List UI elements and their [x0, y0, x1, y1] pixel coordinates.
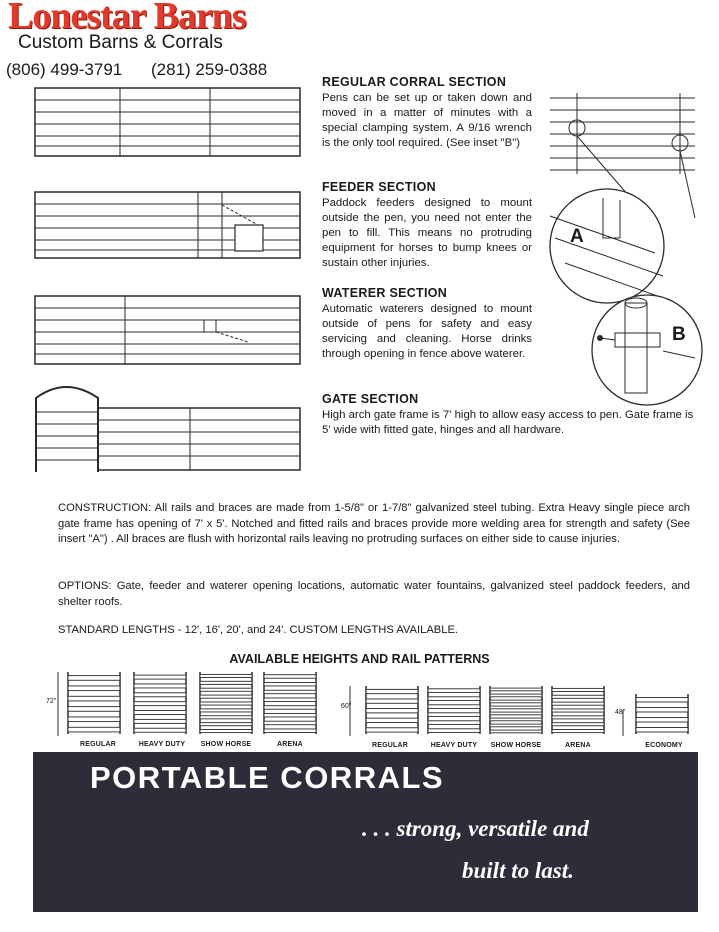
rail-panel-1 [68, 672, 120, 734]
pattern-label-heavy-duty: HEAVY DUTY [138, 741, 186, 748]
phone-number-2: (281) 259-0388 [151, 60, 268, 79]
feeder-section-drawing [35, 192, 300, 258]
gate-section-drawing [36, 387, 300, 472]
brand-logo: Lonestar Barns [8, 0, 246, 37]
rail-panel-2 [134, 672, 186, 734]
rail-panel-8 [552, 686, 604, 734]
waterer-section-drawing [35, 296, 300, 364]
dim-72: 72" [46, 698, 57, 705]
inset-b-drawing [592, 295, 702, 405]
construction-paragraph: CONSTRUCTION: All rails and braces are made from 1-5/8" or 1-7/8" galvanized steel tubing. Extra Heavy single piece arch gate frame has opening of 7' x 5'. Notched and fitted rails and braces provide more welding area for strength and safety (See insert "A") . All braces are flush with horizontal rails leaving no protruding surfaces on either side to cause injuries. [58, 502, 690, 545]
pattern-label-show-horse: SHOW HORSE [200, 741, 252, 748]
standard-lengths: STANDARD LENGTHS - 12', 16', 20', and 24'. CUSTOM LENGTHS AVAILABLE. [58, 624, 459, 636]
gate-section-title: GATE SECTION [322, 392, 419, 406]
waterer-section-title: WATERER SECTION [322, 286, 448, 300]
dim-60: 60" [341, 703, 352, 710]
regular-section-title: REGULAR CORRAL SECTION [322, 75, 507, 89]
pattern-label-arena-60: ARENA [565, 742, 591, 749]
inset-a-drawing [550, 189, 664, 303]
options-paragraph: OPTIONS: Gate, feeder and waterer opening locations, automatic water fountains, galvanized steel paddock feeders, and shelter roofs. [58, 580, 690, 608]
rail-panel-4 [264, 672, 316, 734]
slogan-line-2: built to last. [462, 858, 574, 883]
slogan-line-1: . . . strong, versatile and [362, 816, 589, 841]
pattern-label-show-horse-60: SHOW HORSE [490, 742, 542, 749]
rail-panel-3 [200, 672, 252, 734]
section-illustrations [30, 80, 305, 480]
regular-section-drawing [35, 88, 300, 156]
heights-title: AVAILABLE HEIGHTS AND RAIL PATTERNS [229, 652, 490, 666]
pattern-label-economy: ECONOMY [645, 742, 683, 749]
feeder-section-title: FEEDER SECTION [322, 180, 436, 194]
regular-section-body: Pens can be set up or taken down and moved in a matter of minutes with a special clamping system. A 9/16 wrench is the only tool required. (See inset "B") [322, 92, 532, 149]
waterer-section-body: Automatic waterers designed to mount outside of pens for safety and easy servicing and cleaning. Horse drinks through opening in fence above waterer. [322, 303, 532, 360]
gate-section-body: High arch gate frame is 7' high to allow easy access to pen. Gate frame is 5' wide with fitted gate, hinges and all hardware. [322, 409, 694, 436]
rail-panel-9 [636, 694, 688, 734]
inset-b-label: B [672, 324, 686, 345]
inset-a-label: A [570, 226, 584, 247]
dim-48: 48" [615, 709, 626, 716]
tagline: Custom Barns & Corrals [18, 32, 223, 53]
rail-panel-5 [366, 686, 418, 734]
pattern-label-regular: REGULAR [79, 741, 116, 748]
inset-details [545, 88, 705, 408]
pattern-label-arena: ARENA [277, 741, 303, 748]
pattern-label-heavy-duty-60: HEAVY DUTY [430, 742, 478, 749]
phone-number-1: (806) 499-3791 [6, 60, 123, 79]
feeder-section-body: Paddock feeders designed to mount outside the pen, you need not enter the pen to fill. This means no protruding equipment for horses to bump knees or sustain other injuries. [322, 197, 532, 269]
rail-panel-6 [428, 686, 480, 734]
pattern-label-regular-60: REGULAR [371, 742, 408, 749]
banner-title: PORTABLE CORRALS [90, 760, 445, 795]
rail-pattern-diagrams [40, 664, 710, 744]
rail-panel-7 [490, 686, 542, 734]
